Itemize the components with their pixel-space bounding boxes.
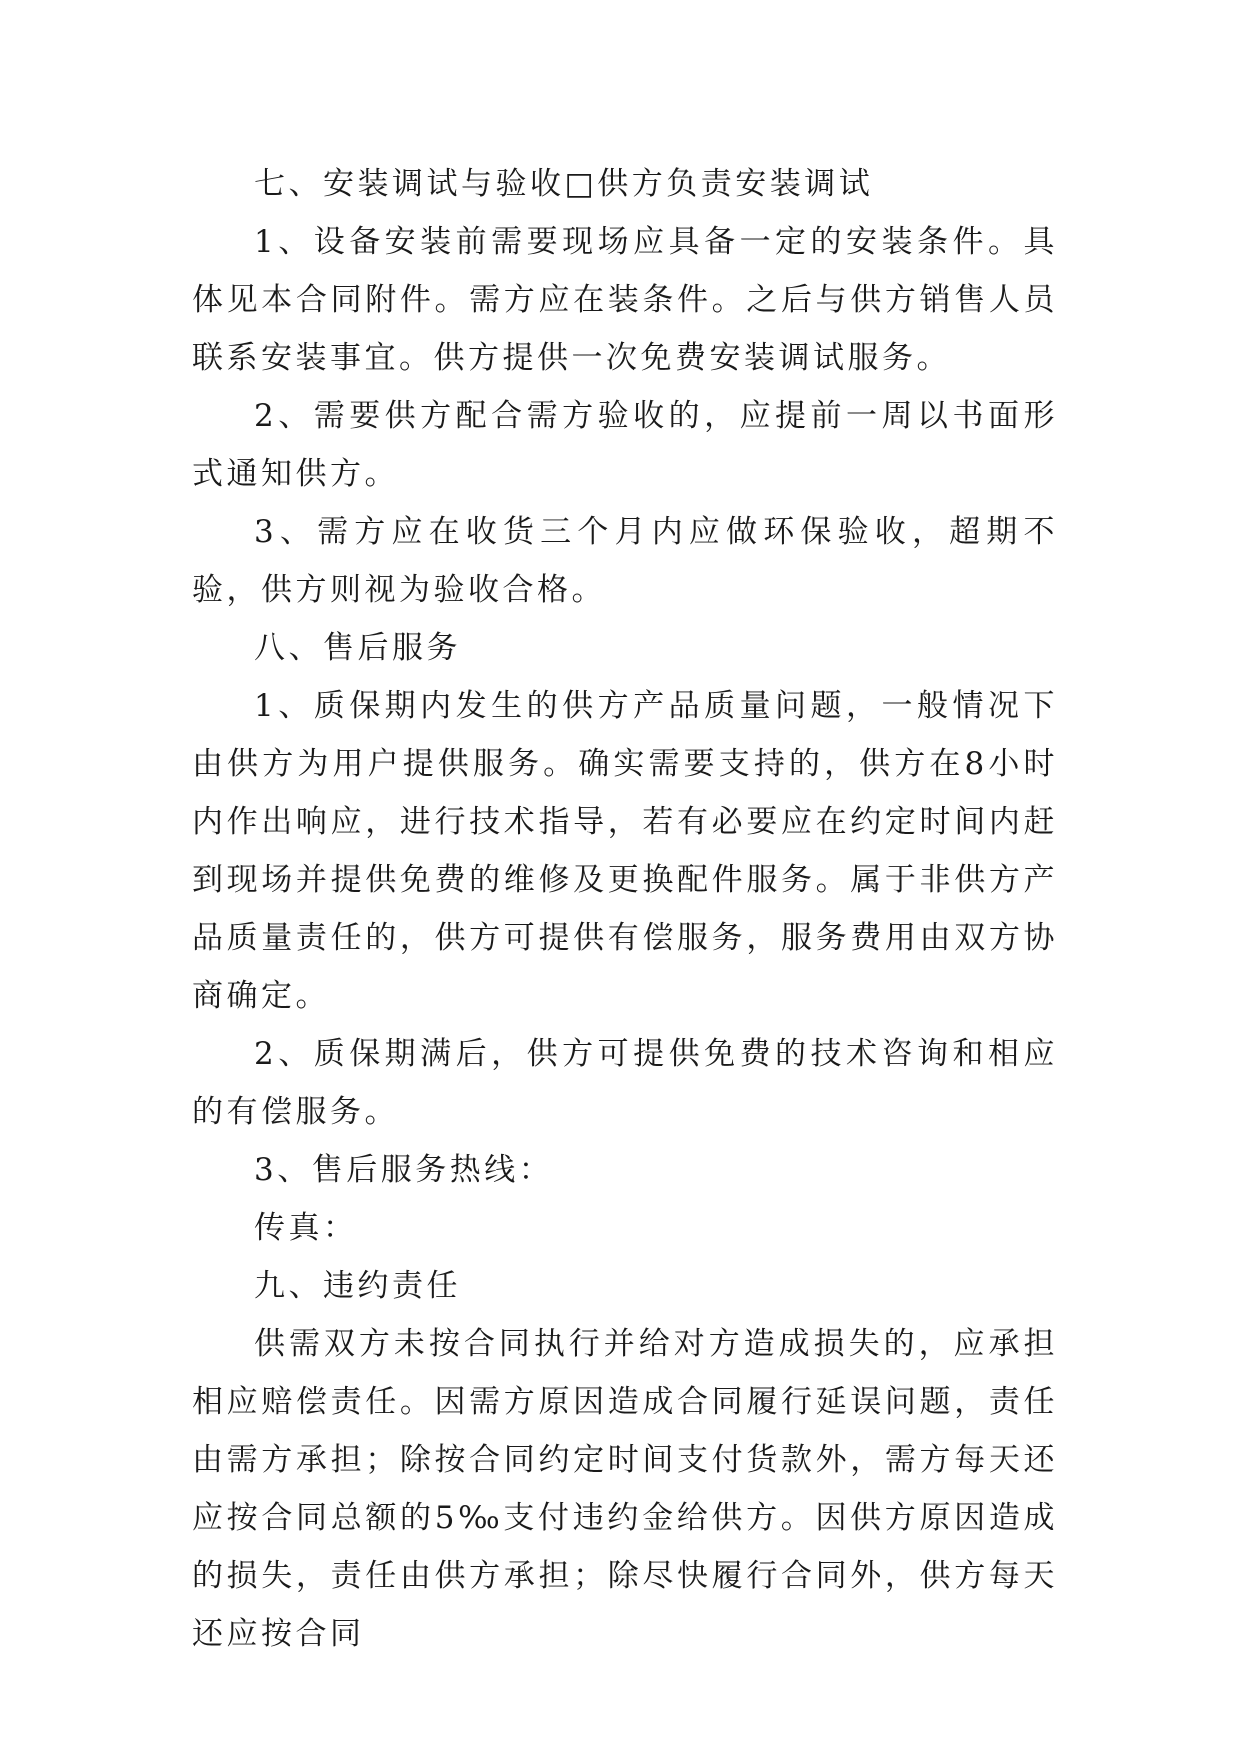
paragraph-environmental-acceptance: 3、需方应在收货三个月内应做环保验收，超期不验，供方则视为验收合格。 <box>192 514 1058 608</box>
paragraph-service-hotline: 3、售后服务热线： <box>254 1152 554 1188</box>
paragraph-fax: 传真： <box>254 1210 358 1246</box>
paragraph-warranty-service: 1、质保期内发生的供方产品质量问题，一般情况下由供方为用户提供服务。确实需要支持的，供方在8小时内作出响应，进行技术指导，若有必要应在约定时间内赶到现场并提供免费的维修及更换配件服务。属于非供方产品质量责任的，供方可提供有偿服务，服务费用由双方协商确定。 <box>192 688 1058 1014</box>
heading-installation-acceptance: 七、安装调试与验收□供方负责安装调试 <box>254 166 874 202</box>
paragraph-install-conditions: 1、设备安装前需要现场应具备一定的安装条件。具体见本合同附件。需方应在装条件。之后与供方销售人员联系安装事宜。供方提供一次免费安装调试服务。 <box>192 224 1058 376</box>
document-body <box>192 155 1058 1663</box>
paragraph-acceptance-notice: 2、需要供方配合需方验收的，应提前一周以书面形式通知供方。 <box>192 398 1058 492</box>
heading-after-sales-service: 八、售后服务 <box>254 630 461 666</box>
paragraph-breach-details: 供需双方未按合同执行并给对方造成损失的，应承担相应赔偿责任。因需方原因造成合同履行延误问题，责任由需方承担；除按合同约定时间支付货款外，需方每天还应按合同总额的5‰支付违约金给供方。因供方原因造成的损失，责任由供方承担；除尽快履行合同外，供方每天还应按合同 <box>192 1326 1058 1652</box>
heading-breach-liability: 九、违约责任 <box>254 1268 461 1304</box>
paragraph-post-warranty: 2、质保期满后，供方可提供免费的技术咨询和相应的有偿服务。 <box>192 1036 1058 1130</box>
